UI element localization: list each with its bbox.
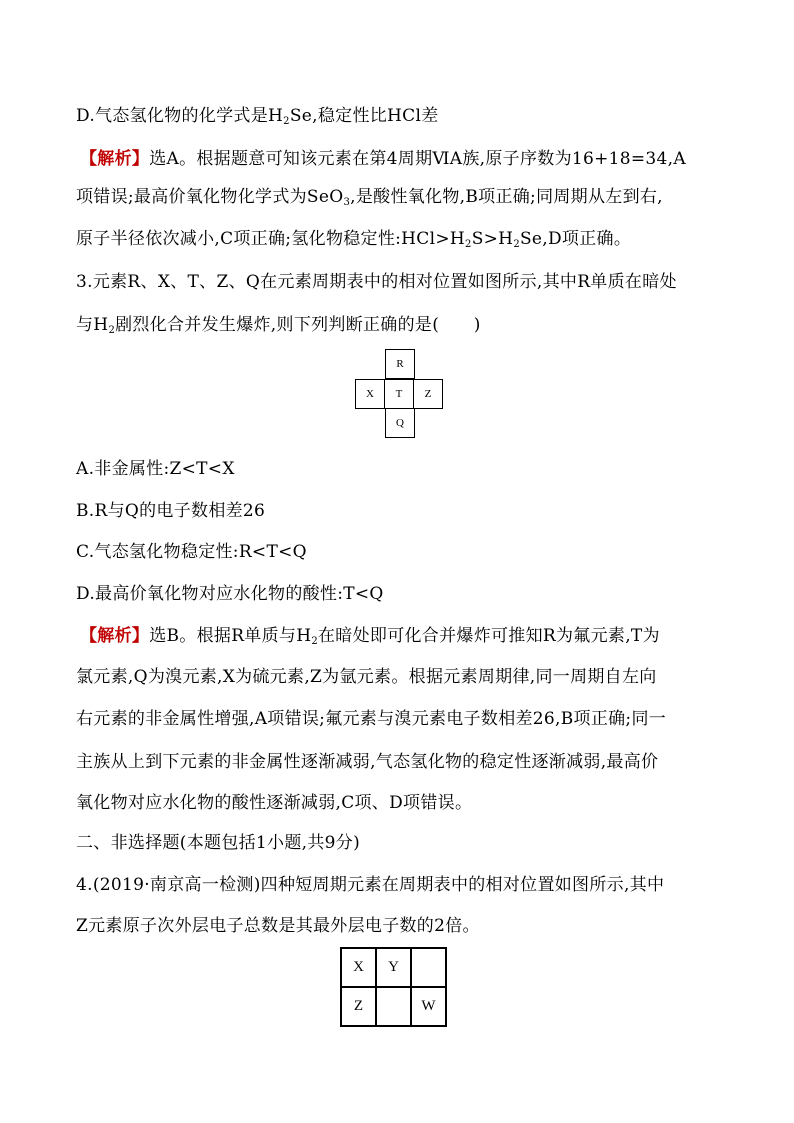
q3-stem-line-2 [76, 314, 481, 336]
analysis-text: 原子半径依次减小,C项正确;氢化物稳定性:HCl>H [76, 229, 466, 249]
subscript: 2 [283, 116, 290, 127]
analysis-text: Se,D项正确。 [519, 229, 632, 249]
stem-text: 剧烈化合并发生爆炸,则下列判断正确的是( ) [115, 315, 481, 335]
subscript: 2 [311, 636, 318, 647]
subscript: 3 [343, 197, 351, 208]
q2-analysis-line-2 [76, 186, 663, 208]
q3-option-a: A.非金属性:Z<T<X [76, 459, 235, 479]
q3-option-c: C.气态氢化物稳定性:R<T<Q [76, 542, 307, 562]
section-heading: 二、非选择题(本题包括1小题,共9分) [76, 833, 360, 853]
analysis-text: 选B。根据R单质与H [149, 626, 312, 646]
q3-analysis-line-5: 氧化物对应水化物的酸性逐渐减弱,C项、D项错误。 [76, 793, 473, 813]
grid-cell [376, 987, 411, 1026]
q2-option-d-text: D.气态氢化物的化学式是H [76, 106, 284, 126]
q3-option-d: D.最高价氧化物对应水化物的酸性:T<Q [76, 584, 384, 604]
grid-cell: X [341, 948, 376, 987]
analysis-tag: 【解析】 [80, 149, 150, 169]
analysis-text: 项错误;最高价氧化物化学式为SeO [76, 187, 344, 207]
grid-row [341, 987, 446, 1026]
subscript: 2 [108, 325, 116, 336]
q4-stem-line-2: Z元素原子次外层电子总数是其最外层电子数的2倍。 [76, 916, 480, 936]
grid-cell [411, 948, 446, 987]
q2-option-d [76, 105, 439, 127]
q4-stem-line-1: 4.(2019·南京高一检测)四种短周期元素在周期表中的相对位置如图所示,其中 [76, 875, 665, 895]
element-position-figure [355, 349, 445, 439]
cell-z: Z [413, 379, 443, 409]
grid-cell: W [411, 987, 446, 1026]
cell-t: T [384, 379, 414, 409]
q3-stem-line-1: 3.元素R、X、T、Z、Q在元素周期表中的相对位置如图所示,其中R单质在暗处 [76, 272, 677, 292]
analysis-text: ,是酸性氧化物,B项正确;同周期从左到右, [350, 187, 663, 207]
q3-analysis-line-2: 氯元素,Q为溴元素,X为硫元素,Z为氩元素。根据元素周期律,同一周期自左向 [76, 667, 657, 687]
cell-r: R [385, 349, 415, 379]
q3-option-b: B.R与Q的电子数相差26 [76, 501, 266, 521]
element-grid [340, 947, 447, 1027]
subscript: 2 [513, 239, 520, 250]
analysis-text: 在暗处即可化合并爆炸可推知R为氟元素,T为 [318, 626, 660, 646]
cell-q: Q [385, 408, 415, 438]
analysis-text: S>H [471, 229, 514, 249]
grid-cell: Y [376, 948, 411, 987]
q2-analysis-line-3 [76, 228, 631, 250]
q3-analysis-line-3: 右元素的非金属性增强,A项错误;氟元素与溴元素电子数相差26,B项正确;同一 [76, 709, 667, 729]
grid-row [341, 948, 446, 987]
analysis-text: 选A。根据题意可知该元素在第4周期ⅥA族,原子序数为16+18=34,A [149, 149, 686, 169]
q3-analysis-line-4: 主族从上到下元素的非金属性逐渐减弱,气态氢化物的稳定性逐渐减弱,最高价 [76, 752, 659, 772]
grid-cell: Z [341, 987, 376, 1026]
cell-x: X [355, 379, 385, 409]
q2-option-d-text-end: Se,稳定性比HCl差 [289, 106, 439, 126]
stem-text: 与H [76, 315, 109, 335]
subscript: 2 [465, 239, 472, 250]
q2-analysis-line-1 [80, 148, 686, 170]
analysis-tag: 【解析】 [80, 626, 150, 646]
q3-analysis-line-1 [80, 625, 660, 647]
